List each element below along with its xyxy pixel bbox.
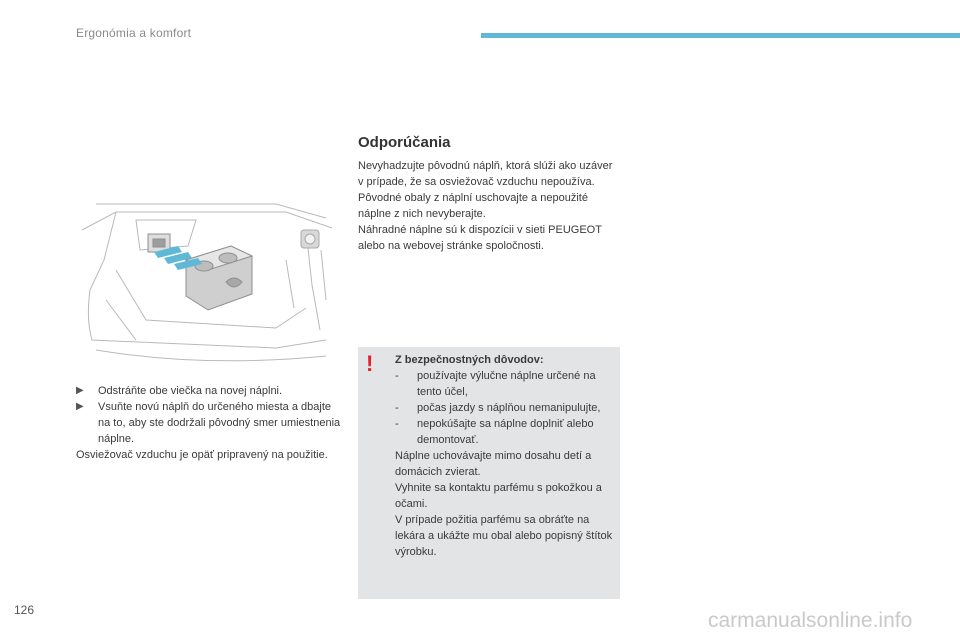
recommendation-paragraph: Pôvodné obaly z náplní uschovajte a nepoužité náplne z nich nevyberajte.: [358, 192, 588, 220]
instruction-step-text: Vsuňte novú náplň do určeného miesta a dbajte na to, aby ste dodržali pôvodný smer umiestnenia náplne.: [98, 401, 341, 445]
instruction-step: [76, 399, 346, 447]
warning-note: Vyhnite sa kontaktu parfému s pokožkou a očami.: [395, 482, 602, 510]
instruction-step: [76, 383, 346, 399]
header-accent-bar: [481, 33, 960, 38]
arrow-bullet-icon: ▶: [76, 385, 84, 396]
instruction-list: [76, 383, 346, 463]
warning-item-text: nepokúšajte sa náplne doplniť alebo demontovať.: [417, 418, 594, 446]
exclamation-icon: !: [366, 351, 374, 376]
warning-title: Z bezpečnostných dôvodov:: [395, 354, 544, 366]
page-number: 126: [14, 603, 35, 617]
warning-item: - nepokúšajte sa náplne doplniť alebo demontovať.: [395, 418, 594, 446]
warning-note: Náplne uchovávajte mimo dosahu detí a domácich zvierat.: [395, 450, 592, 478]
recommendation-paragraph: Náhradné náplne sú k dispozícii v sieti PEUGEOT alebo na webovej stránke spoločnosti.: [358, 224, 602, 252]
warning-item: - počas jazdy s náplňou nemanipulujte,: [395, 402, 601, 414]
section-title: Ergonómia a komfort: [76, 26, 192, 40]
warning-note: V prípade požitia parfému sa obráťte na lekára a ukážte mu obal alebo popisný štítok výrobku.: [395, 514, 613, 558]
warning-content: [395, 352, 617, 560]
warning-item: - používajte výlučne náplne určené na tento účel,: [395, 370, 596, 398]
watermark: carmanualsonline.info: [708, 609, 913, 632]
safety-warning-box: [358, 347, 620, 599]
arrow-bullet-icon: ▶: [76, 401, 84, 412]
recommendations-text: [358, 158, 620, 254]
instruction-result: Osviežovač vzduchu je opäť pripravený na použitie.: [76, 449, 328, 461]
warning-item-text: používajte výlučne náplne určené na tento účel,: [417, 370, 596, 398]
air-freshener-illustration: [76, 190, 338, 370]
recommendation-paragraph: Nevyhadzujte pôvodnú náplň, ktorá slúži ako uzáver v prípade, že sa osviežovač vzduchu nepoužíva.: [358, 160, 613, 188]
recommendations-heading: Odporúčania: [358, 134, 451, 151]
warning-item-text: počas jazdy s náplňou nemanipulujte,: [417, 402, 601, 414]
instruction-step-text: Odstráňte obe viečka na novej náplni.: [98, 385, 283, 397]
